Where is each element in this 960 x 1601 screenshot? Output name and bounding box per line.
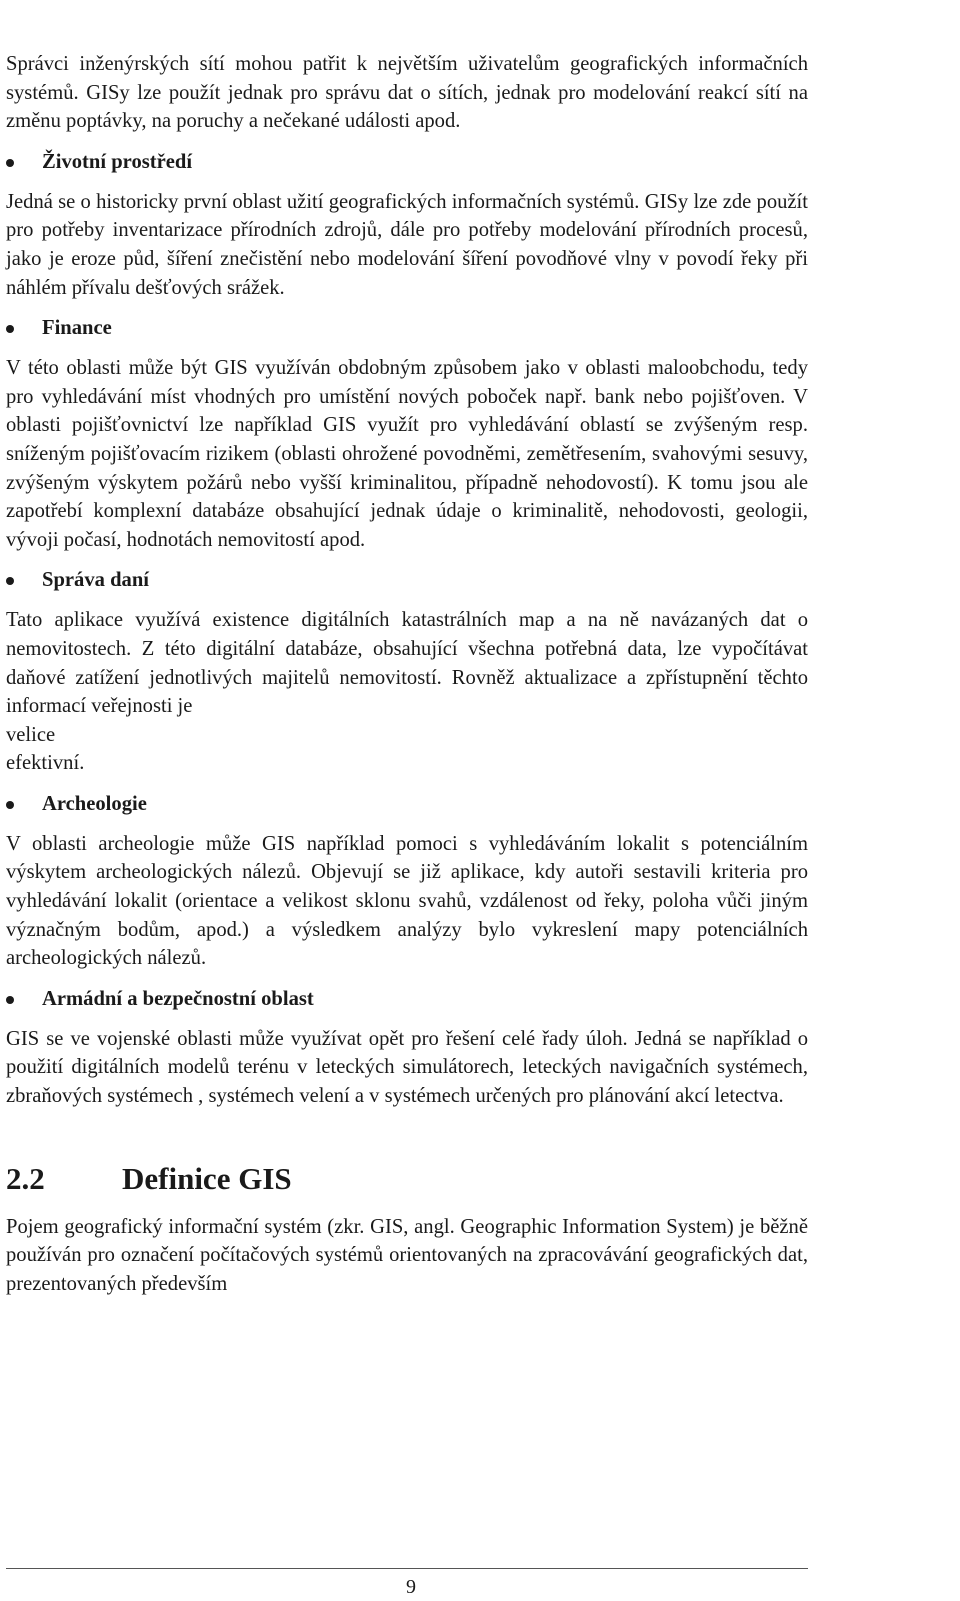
bullet-dot-icon [6,159,14,167]
paragraph-intro: Správci inženýrských sítí mohou patřit k největším uživatelům geografických informačních systémů. GISy lze použít jednak pro správu dat o sítích, jednak pro modelování reakcí sítí na změnu poptávky, na poruchy a nečekané události apod. [6,53,808,133]
paragraph-definition: Pojem geografický informační systém (zkr. GIS, angl. Geographic Information System) je běžně používán pro označení počítačových systémů orientovaných na zpracovávání geografických dat, prezentovaných především [6,1215,808,1295]
footer-divider [6,1568,808,1569]
bullet-label: Finance [42,317,112,340]
bullet-heading-archaeology [6,790,808,818]
bullet-dot-icon [6,801,14,809]
paragraph-military: GIS se ve vojenské oblasti může využívat opět pro řešení celé řady úloh. Jedná se například o použití digitálních modelů terénu v leteckých simulátorech, leteckých navigačních systémech, zbraňových systémech , systémech velení a v systémech určených pro plánování akcí letectva. [6,1027,808,1108]
section-heading [6,1159,808,1199]
paragraph-archaeology: V oblasti archeologie může GIS například pomoci s vyhledáváním lokalit s potenciálním výskytem archeologických nálezů. Objevují se již aplikace, kdy autoři sestavili kriteria pro vyhledávání lokalit (orientace a velikost sklonu svahů, vzdálenost od řeky, poloha vůči jiným význačným bodům, apod.) a výsledkem analýzy bylo vykreslení mapy potenciálních archeologických nálezů. [6,832,808,970]
bullet-dot-icon [6,996,14,1004]
paragraph-taxes-line: velice [6,723,56,746]
bullet-dot-icon [6,577,14,585]
section-number: 2.2 [6,1160,45,1196]
bullet-heading-taxes [6,566,808,594]
bullet-label: Životní prostředí [42,150,193,173]
page-content [6,50,808,1298]
paragraph-taxes-line: efektivní. [6,752,85,775]
bullet-label: Archeologie [42,792,147,815]
bullet-heading-finance [6,314,808,342]
section-title: Definice GIS [122,1160,292,1196]
bullet-label: Armádní a bezpečnostní oblast [42,987,314,1010]
paragraph-environment: Jedná se o historicky první oblast užití geografických informačních systémů. GISy lze zde použít pro potřeby inventarizace přírodních zdrojů, dále pro potřeby modelování přírodních procesů, jako je eroze půd, šíření znečistění nebo modelování šíření povodňové vlny v povodí řeky při náhlém přívalu dešťových srážek. [6,190,808,299]
bullet-label: Správa daní [42,569,150,592]
paragraph-finance: V této oblasti může být GIS využíván obdobným způsobem jako v oblasti maloobchodu, tedy pro vyhledávání míst vhodných pro umístění nových poboček např. bank nebo pojišťoven. V oblasti pojišťovnictví lze například GIS využít pro vyhledávání oblastí se zvýšeným resp. sníženým pojišťovacím rizikem (oblasti ohrožené povodněmi, zemětřesením, svahovými sesuvy, zvýšeným výskytem požárů nebo vyšší kriminalitou, případně nehodovostí). K tomu jsou ale zapotřebí komplexní databáze obsahující jednak údaje o kriminalitě, nehodovosti, geologii, vývoji počasí, hodnotách nemovitostí apod. [6,357,808,551]
bullet-heading-military [6,985,808,1013]
page-number: 9 [406,1576,416,1598]
bullet-heading-environment [6,148,808,176]
paragraph-taxes: Tato aplikace využívá existence digitálních katastrálních map a na ně navázaných dat o nemovitostech. Z této digitální databáze, obsahující všechna potřebná data, lze vypočítávat daňové zatížení jednotlivých majitelů nemovitostí. Rovněž aktualizace a zpřístupnění těchto informací veřejnosti je [6,609,808,718]
bullet-dot-icon [6,325,14,333]
